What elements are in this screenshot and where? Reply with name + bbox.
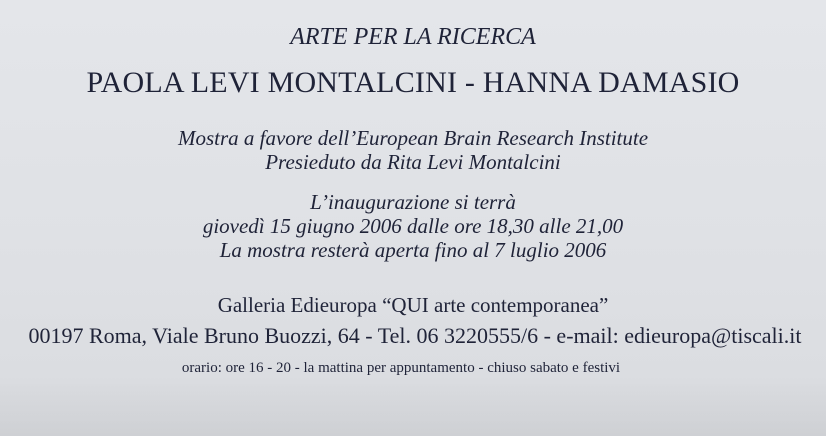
opening-hours: orario: ore 16 - 20 - la mattina per appuntamento - chiuso sabato e festivi [181, 360, 621, 376]
closing-date: La mostra resterà aperta fino al 7 luglio 2006 [219, 238, 607, 262]
gallery-name: Galleria Edieuropa “QUI arte contemporanea” [217, 293, 609, 317]
gallery-contact: 00197 Roma, Viale Bruno Buozzi, 64 - Tel. 06 3220555/6 - e-mail: edieuropa@tiscali.it [28, 323, 802, 348]
artists-heading: PAOLA LEVI MONTALCINI - HANNA DAMASIO [86, 66, 740, 99]
paper-shadow [0, 376, 826, 436]
exhibition-purpose: Mostra a favore dell’European Brain Research Institute [177, 126, 649, 150]
exhibition-chair: Presieduto da Rita Levi Montalcini [265, 150, 561, 174]
opening-date: giovedì 15 giugno 2006 dalle ore 18,30 alle 21,00 [202, 214, 624, 238]
series-title: ARTE PER LA RICERCA [290, 24, 536, 50]
opening-intro: L’inaugurazione si terrà [310, 190, 516, 214]
